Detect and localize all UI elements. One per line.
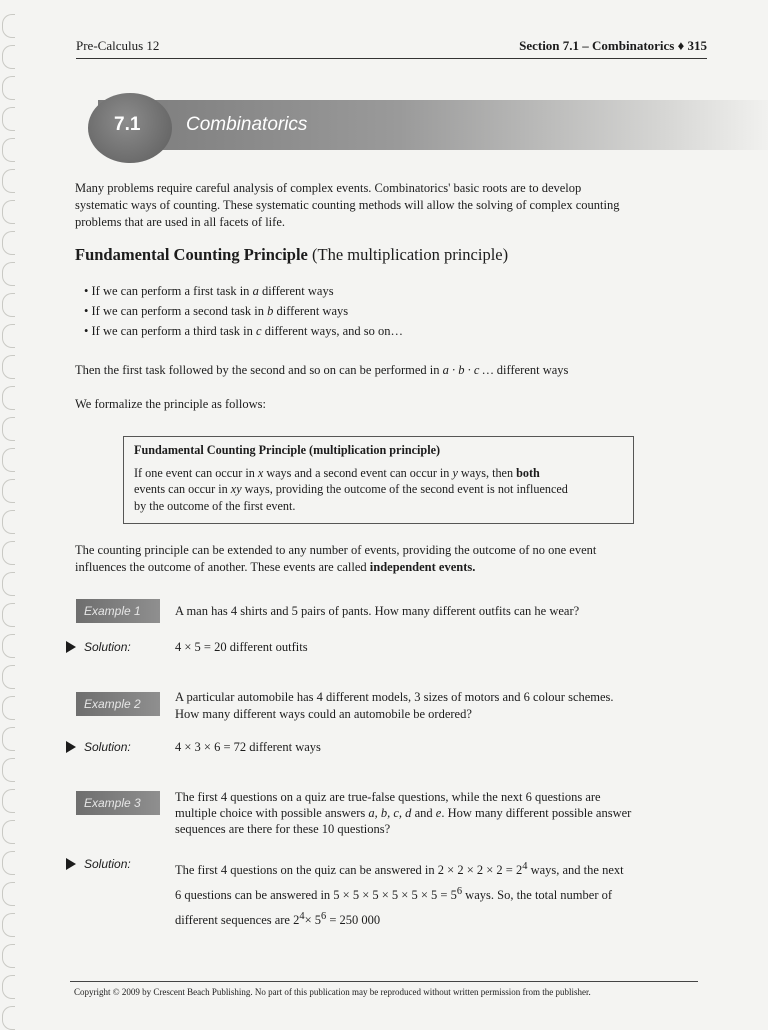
box-title: Fundamental Counting Principle (multiplication principle) — [134, 443, 441, 457]
box-line: events can occur in xy ways, providing the outcome of the second event is not influenced — [134, 482, 568, 496]
arrow-right-icon — [66, 641, 76, 653]
box-line: by the outcome of the first event. — [134, 498, 296, 513]
example-3-question-line: sequences are there for these 10 questions? — [175, 822, 391, 836]
binding-ring — [2, 634, 15, 658]
binding-ring — [2, 851, 15, 875]
binding-ring — [2, 262, 15, 286]
solution-line: different sequences are $2^4\times 5^6 = 250$ 000 — [175, 911, 381, 928]
intro-line: problems that are used in all facets of life. — [75, 215, 285, 229]
binding-ring — [2, 14, 15, 38]
example-3-question-line: multiple choice with possible answers a, b, c, d and e. How many different possible answer — [175, 806, 632, 820]
binding-ring — [2, 417, 15, 441]
arrow-right-icon — [66, 858, 76, 870]
extended-line: The counting principle can be extended to any number of events, providing the outcome of no one event — [75, 543, 597, 557]
binding-ring — [2, 789, 15, 813]
example-2-tag: Example 2 — [76, 692, 160, 716]
section-title: Combinatorics — [186, 114, 308, 135]
example-1-solution-label: Solution: — [66, 640, 131, 654]
principle-heading-normal: (The multiplication principle) — [307, 245, 509, 264]
binding-ring — [2, 572, 15, 596]
principle-heading-bold: Fundamental Counting Principle — [75, 245, 308, 264]
section-number: 7.1 — [114, 114, 141, 135]
example-1-question: A man has 4 shirts and 5 pairs of pants. How many different outfits can he wear? — [175, 604, 580, 618]
binding-ring — [2, 448, 15, 472]
example-2-question-line: How many different ways could an automobile be ordered? — [175, 707, 472, 721]
page-header — [76, 38, 707, 59]
binding-ring — [2, 603, 15, 627]
binding-ring — [2, 913, 15, 937]
binding-ring — [2, 510, 15, 534]
intro-line: systematic ways of counting. These systematic counting methods will allow the solving of complex counting — [75, 198, 620, 212]
example-1-tag: Example 1 — [76, 599, 160, 623]
example-1-solution: 4 × 5 = 20 different outfits — [175, 640, 308, 654]
binding-ring — [2, 107, 15, 131]
bullet-item: • If we can perform a second task in b different ways — [84, 304, 349, 318]
binding-ring — [2, 169, 15, 193]
then-text: Then the first task followed by the second and so on can be performed in a · b · c … different ways — [75, 363, 569, 377]
copyright-footer: Copyright © 2009 by Crescent Beach Publishing. No part of this publication may be reproduced without written permission from the publisher. — [74, 987, 591, 997]
extended-line: influences the outcome of another. These events are called independent events. — [75, 560, 476, 574]
example-3-solution — [175, 856, 624, 931]
intro-line: Many problems require careful analysis of complex events. Combinatorics' basic roots are to develop — [75, 181, 582, 195]
binding-ring — [2, 975, 15, 999]
binding-ring — [2, 758, 15, 782]
example-3-tag: Example 3 — [76, 791, 160, 815]
example-2-solution-label: Solution: — [66, 740, 131, 754]
binding-ring — [2, 882, 15, 906]
binding-ring — [2, 324, 15, 348]
binding-ring — [2, 138, 15, 162]
binding-ring — [2, 76, 15, 100]
principle-definition-box — [123, 436, 634, 524]
binding-ring — [2, 820, 15, 844]
bullet-item: • If we can perform a third task in c different ways, and so on… — [84, 324, 403, 338]
solution-line: The first 4 questions on the quiz can be answered in $2 \times 2 \times 2 \times 2 = 2^4$ ways, and the next — [175, 861, 624, 878]
example-2-question-line: A particular automobile has 4 different models, 3 sizes of motors and 6 colour schemes. — [175, 690, 614, 704]
binding-ring — [2, 479, 15, 503]
book-title: Pre-Calculus 12 — [76, 38, 160, 53]
box-line: If one event can occur in x ways and a second event can occur in y ways, then both — [134, 465, 540, 480]
binding-ring — [2, 293, 15, 317]
footer-divider — [70, 981, 698, 982]
example-3-question-line: The first 4 questions on a quiz are true-false questions, while the next 6 questions are — [175, 790, 601, 804]
arrow-right-icon — [66, 741, 76, 753]
spiral-binding — [0, 0, 22, 1024]
binding-ring — [2, 386, 15, 410]
bullet-item: • If we can perform a first task in a different ways — [84, 284, 334, 298]
binding-ring — [2, 45, 15, 69]
binding-ring — [2, 696, 15, 720]
section-page-label: Section 7.1 – Combinatorics ♦ 315 — [519, 38, 707, 53]
binding-ring — [2, 541, 15, 565]
formalize-text: We formalize the principle as follows: — [75, 397, 266, 411]
example-3-solution-label: Solution: — [66, 857, 131, 871]
binding-ring — [2, 665, 15, 689]
binding-ring — [2, 355, 15, 379]
principle-bullets — [84, 281, 403, 341]
binding-ring — [2, 944, 15, 968]
binding-ring — [2, 231, 15, 255]
binding-ring — [2, 200, 15, 224]
binding-ring — [2, 727, 15, 751]
example-2-solution: 4 × 3 × 6 = 72 different ways — [175, 740, 321, 754]
principle-heading — [75, 245, 508, 265]
solution-line: 6 questions can be answered in $5 \times 5 \times 5 \times 5 \times 5 \times 5 = 5^6$ ways. So, the total number of — [175, 886, 613, 903]
binding-ring — [2, 1006, 15, 1030]
